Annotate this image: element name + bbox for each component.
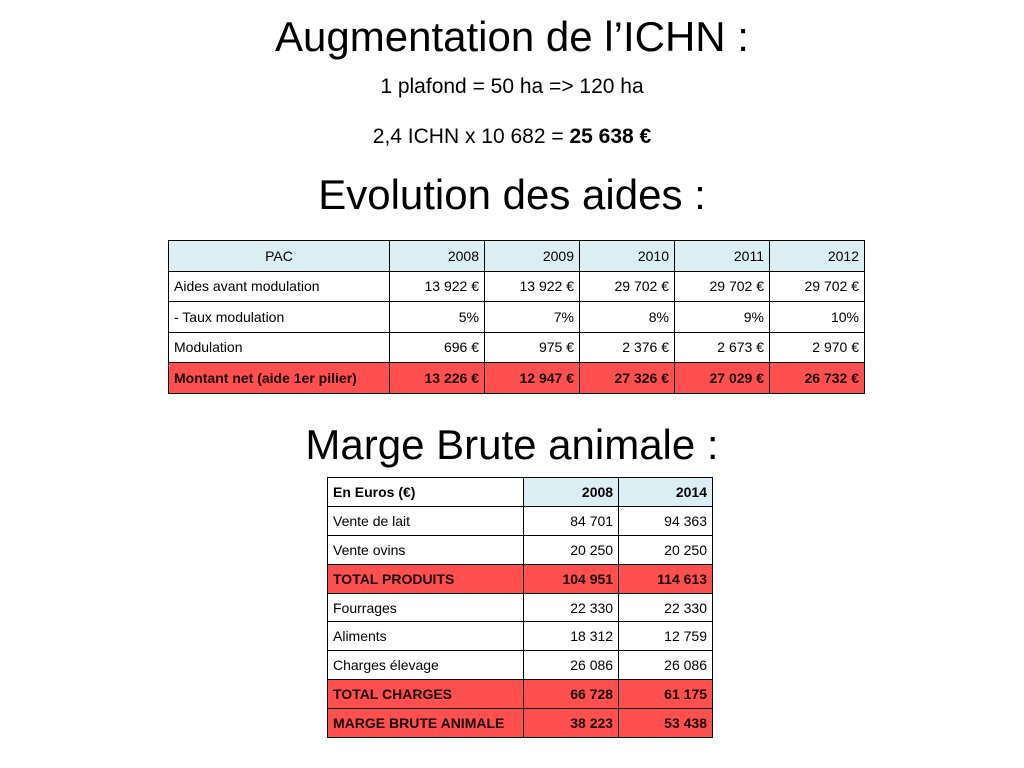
mba-cell: 26 086	[524, 651, 619, 680]
pac-header-cell: 2010	[580, 241, 675, 272]
pac-cell: 10%	[770, 302, 865, 333]
ichn-calc-line	[0, 126, 1024, 147]
pac-cell: 9%	[675, 302, 770, 333]
mba-cell: 22 330	[619, 593, 713, 622]
ichn-calc-value: 25 638 €	[569, 125, 652, 148]
pac-table	[168, 240, 865, 394]
mba-row-label: Aliments	[328, 622, 524, 651]
pac-row-label: Aides avant modulation	[169, 271, 390, 302]
pac-total-row	[169, 363, 865, 394]
mba-cell: 66 728	[524, 680, 619, 709]
pac-cell: 12 947 €	[485, 363, 580, 394]
pac-cell: 13 922 €	[485, 271, 580, 302]
mba-total-row	[328, 709, 713, 738]
mba-cell: 22 330	[524, 593, 619, 622]
mba-cell: 26 086	[619, 651, 713, 680]
mba-row-label: MARGE BRUTE ANIMALE	[328, 709, 524, 738]
mba-cell: 94 363	[619, 506, 713, 535]
pac-header-cell: 2009	[485, 241, 580, 272]
pac-header-row	[169, 241, 865, 272]
mba-row	[328, 651, 713, 680]
pac-cell: 7%	[485, 302, 580, 333]
mba-cell: 38 223	[524, 709, 619, 738]
pac-row-label: Modulation	[169, 332, 390, 363]
pac-cell: 13 922 €	[390, 271, 485, 302]
pac-cell: 2 673 €	[675, 332, 770, 363]
mba-row-label: Charges élevage	[328, 651, 524, 680]
mba-row	[328, 622, 713, 651]
pac-cell: 29 702 €	[675, 271, 770, 302]
mba-total-row	[328, 680, 713, 709]
pac-cell: 26 732 €	[770, 363, 865, 394]
pac-cell: 27 326 €	[580, 363, 675, 394]
mba-total-row	[328, 564, 713, 593]
pac-header-cell: 2012	[770, 241, 865, 272]
pac-header-cell: 2008	[390, 241, 485, 272]
heading-evolution-aides: Evolution des aides :	[318, 171, 706, 218]
pac-cell: 8%	[580, 302, 675, 333]
pac-cell: 975 €	[485, 332, 580, 363]
mba-cell: 84 701	[524, 506, 619, 535]
pac-row	[169, 332, 865, 363]
mba-cell: 18 312	[524, 622, 619, 651]
mba-cell: 12 759	[619, 622, 713, 651]
mba-header-cell: 2014	[619, 478, 713, 507]
pac-row	[169, 302, 865, 333]
mba-row-label: Vente ovins	[328, 535, 524, 564]
pac-header-cell: PAC	[169, 241, 390, 272]
marge-brute-table	[327, 477, 713, 738]
mba-header-cell: En Euros (€)	[328, 478, 524, 507]
mba-cell: 61 175	[619, 680, 713, 709]
heading-marge-brute: Marge Brute animale :	[305, 421, 719, 468]
pac-row-label: Montant net (aide 1er pilier)	[169, 363, 390, 394]
pac-cell: 13 226 €	[390, 363, 485, 394]
pac-cell: 29 702 €	[770, 271, 865, 302]
pac-header-cell: 2011	[675, 241, 770, 272]
pac-row	[169, 271, 865, 302]
mba-row	[328, 506, 713, 535]
mba-cell: 20 250	[619, 535, 713, 564]
mba-header-row	[328, 478, 713, 507]
heading-ichn: Augmentation de l’ICHN :	[275, 13, 749, 60]
pac-row-label: - Taux modulation	[169, 302, 390, 333]
mba-cell: 114 613	[619, 564, 713, 593]
mba-row-label: TOTAL PRODUITS	[328, 564, 524, 593]
mba-row-label: TOTAL CHARGES	[328, 680, 524, 709]
pac-cell: 2 970 €	[770, 332, 865, 363]
mba-row	[328, 535, 713, 564]
pac-cell: 696 €	[390, 332, 485, 363]
pac-cell: 2 376 €	[580, 332, 675, 363]
mba-row	[328, 593, 713, 622]
mba-cell: 20 250	[524, 535, 619, 564]
mba-row-label: Vente de lait	[328, 506, 524, 535]
mba-cell: 53 438	[619, 709, 713, 738]
pac-cell: 29 702 €	[580, 271, 675, 302]
mba-row-label: Fourrages	[328, 593, 524, 622]
mba-header-cell: 2008	[524, 478, 619, 507]
pac-cell: 27 029 €	[675, 363, 770, 394]
pac-cell: 5%	[390, 302, 485, 333]
plafond-line: 1 plafond = 50 ha => 120 ha	[380, 75, 644, 98]
mba-cell: 104 951	[524, 564, 619, 593]
ichn-calc-prefix: 2,4 ICHN x 10 682 =	[372, 125, 570, 148]
